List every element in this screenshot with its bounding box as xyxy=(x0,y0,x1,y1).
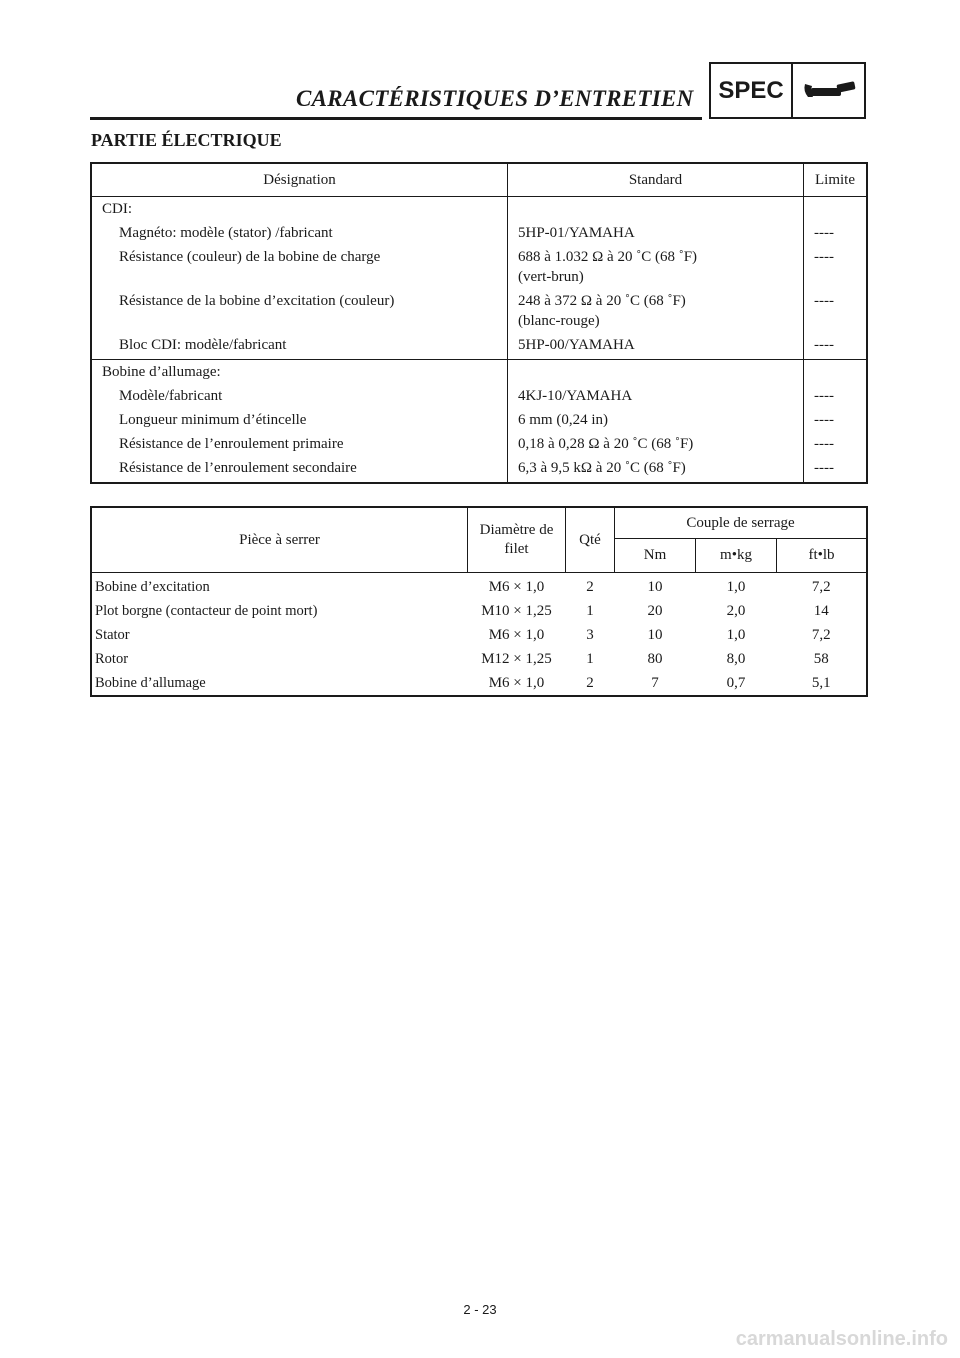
designation-cell: Résistance (couleur) de la bobine de charge xyxy=(119,249,381,265)
spec-label: SPEC xyxy=(711,64,793,117)
limite-cell: ---- xyxy=(804,333,868,360)
limite-cell: ---- xyxy=(804,408,868,432)
diametre-header-text: Diamètre de filet xyxy=(479,522,554,557)
diametre-cell: M10 × 1,25 xyxy=(481,603,552,619)
designation-cell: Modèle/fabricant xyxy=(119,388,223,404)
col-header-nm: Nm xyxy=(615,539,696,573)
designation-cell: Bloc CDI: modèle/fabricant xyxy=(119,337,287,353)
col-header-standard: Standard xyxy=(508,163,804,197)
col-header-couple: Couple de serrage xyxy=(615,507,868,539)
qte-cell: 1 xyxy=(586,603,594,619)
table-row xyxy=(91,671,867,696)
table-row xyxy=(91,647,867,671)
standard-cell xyxy=(508,289,804,333)
spec-badge xyxy=(709,62,866,119)
table-row xyxy=(91,599,867,623)
piece-cell: Plot borgne (contacteur de point mort) xyxy=(95,603,318,619)
col-header-piece: Pièce à serrer xyxy=(91,507,468,573)
table-row xyxy=(91,623,867,647)
col-header-qte: Qté xyxy=(566,507,615,573)
standard-line: 0,18 à 0,28 Ω à 20 ˚C (68 ˚F) xyxy=(518,436,694,452)
qte-cell: 2 xyxy=(586,675,594,691)
mkg-cell: 1,0 xyxy=(726,627,746,643)
designation-cell: Résistance de la bobine d’excitation (couleur) xyxy=(119,293,395,309)
group-title: CDI: xyxy=(102,201,132,217)
ftlb-cell: 7,2 xyxy=(811,579,831,595)
nm-cell: 20 xyxy=(647,603,663,619)
mkg-cell: 8,0 xyxy=(726,651,746,667)
designation-cell: Longueur minimum d’étincelle xyxy=(119,412,307,428)
limite-cell: ---- xyxy=(804,245,868,289)
table-row xyxy=(91,333,867,360)
section-title: PARTIE ÉLECTRIQUE xyxy=(91,130,282,150)
table-row xyxy=(91,456,867,483)
mkg-cell: 1,0 xyxy=(726,579,746,595)
col-header-designation: Désignation xyxy=(91,163,508,197)
empty-cell xyxy=(508,360,804,385)
table-row xyxy=(91,221,867,245)
diametre-cell: M6 × 1,0 xyxy=(488,675,545,691)
ftlb-cell: 7,2 xyxy=(811,627,831,643)
standard-cell xyxy=(508,384,804,408)
standard-cell xyxy=(508,221,804,245)
standard-line: 6 mm (0,24 in) xyxy=(518,412,608,428)
limite-cell: ---- xyxy=(804,432,868,456)
limite-cell: ---- xyxy=(804,384,868,408)
standard-line: (blanc-rouge) xyxy=(518,313,600,329)
watermark: carmanualsonline.info xyxy=(735,1328,948,1350)
piece-cell: Bobine d’excitation xyxy=(95,579,210,595)
standard-line: 248 à 372 Ω à 20 ˚C (68 ˚F) xyxy=(518,293,686,309)
table-row xyxy=(91,408,867,432)
standard-cell xyxy=(508,456,804,483)
limite-cell: ---- xyxy=(804,456,868,483)
page-title: CARACTÉRISTIQUES D’ENTRETIEN xyxy=(296,86,694,111)
standard-line: 6,3 à 9,5 kΩ à 20 ˚C (68 ˚F) xyxy=(518,460,686,476)
empty-cell xyxy=(804,360,868,385)
designation-cell: Résistance de l’enroulement secondaire xyxy=(119,460,357,476)
mkg-cell: 2,0 xyxy=(726,603,746,619)
col-header-limite: Limite xyxy=(804,163,868,197)
standard-line: 688 à 1.032 Ω à 20 ˚C (68 ˚F) xyxy=(518,249,698,265)
nm-cell: 10 xyxy=(647,627,663,643)
qte-cell: 2 xyxy=(586,579,594,595)
ftlb-cell: 5,1 xyxy=(811,675,831,691)
ftlb-cell: 14 xyxy=(813,603,829,619)
diametre-cell: M12 × 1,25 xyxy=(481,651,552,667)
electrical-spec-table xyxy=(90,162,868,484)
header-rule xyxy=(90,117,702,120)
qte-cell: 1 xyxy=(586,651,594,667)
ftlb-cell: 58 xyxy=(813,651,829,667)
col-header-mkg: m•kg xyxy=(696,539,777,573)
limite-cell: ---- xyxy=(804,221,868,245)
col-header-diametre xyxy=(468,507,566,573)
nm-cell: 7 xyxy=(651,675,659,691)
standard-cell xyxy=(508,245,804,289)
nm-cell: 80 xyxy=(647,651,663,667)
standard-line: (vert-brun) xyxy=(518,269,584,285)
table-row xyxy=(91,384,867,408)
standard-cell xyxy=(508,333,804,360)
table-row xyxy=(91,245,867,289)
group-row xyxy=(91,197,867,222)
piece-cell: Rotor xyxy=(95,651,129,667)
designation-cell: Résistance de l’enroulement primaire xyxy=(119,436,344,452)
standard-line: 5HP-01/YAMAHA xyxy=(518,225,635,241)
empty-cell xyxy=(804,197,868,222)
group-title: Bobine d’allumage: xyxy=(91,360,508,385)
page-number: 2 - 23 xyxy=(463,1302,497,1317)
group-row xyxy=(91,360,867,385)
torque-table xyxy=(90,506,868,697)
mkg-cell: 0,7 xyxy=(726,675,746,691)
nm-cell: 10 xyxy=(647,579,663,595)
designation-cell: Magnéto: modèle (stator) /fabricant xyxy=(119,225,333,241)
standard-line: 4KJ-10/YAMAHA xyxy=(518,388,633,404)
standard-line: 5HP-00/YAMAHA xyxy=(518,337,635,353)
diametre-cell: M6 × 1,0 xyxy=(488,579,545,595)
piece-cell: Stator xyxy=(95,627,130,643)
limite-cell: ---- xyxy=(804,289,868,333)
wrench-icon xyxy=(793,64,864,117)
col-header-ftlb: ft•lb xyxy=(777,539,868,573)
standard-cell xyxy=(508,408,804,432)
piece-cell: Bobine d’allumage xyxy=(95,675,206,691)
empty-cell xyxy=(508,197,804,222)
table-row xyxy=(91,289,867,333)
standard-cell xyxy=(508,432,804,456)
table-row xyxy=(91,432,867,456)
table-row xyxy=(91,573,867,600)
qte-cell: 3 xyxy=(586,627,594,643)
diametre-cell: M6 × 1,0 xyxy=(488,627,545,643)
